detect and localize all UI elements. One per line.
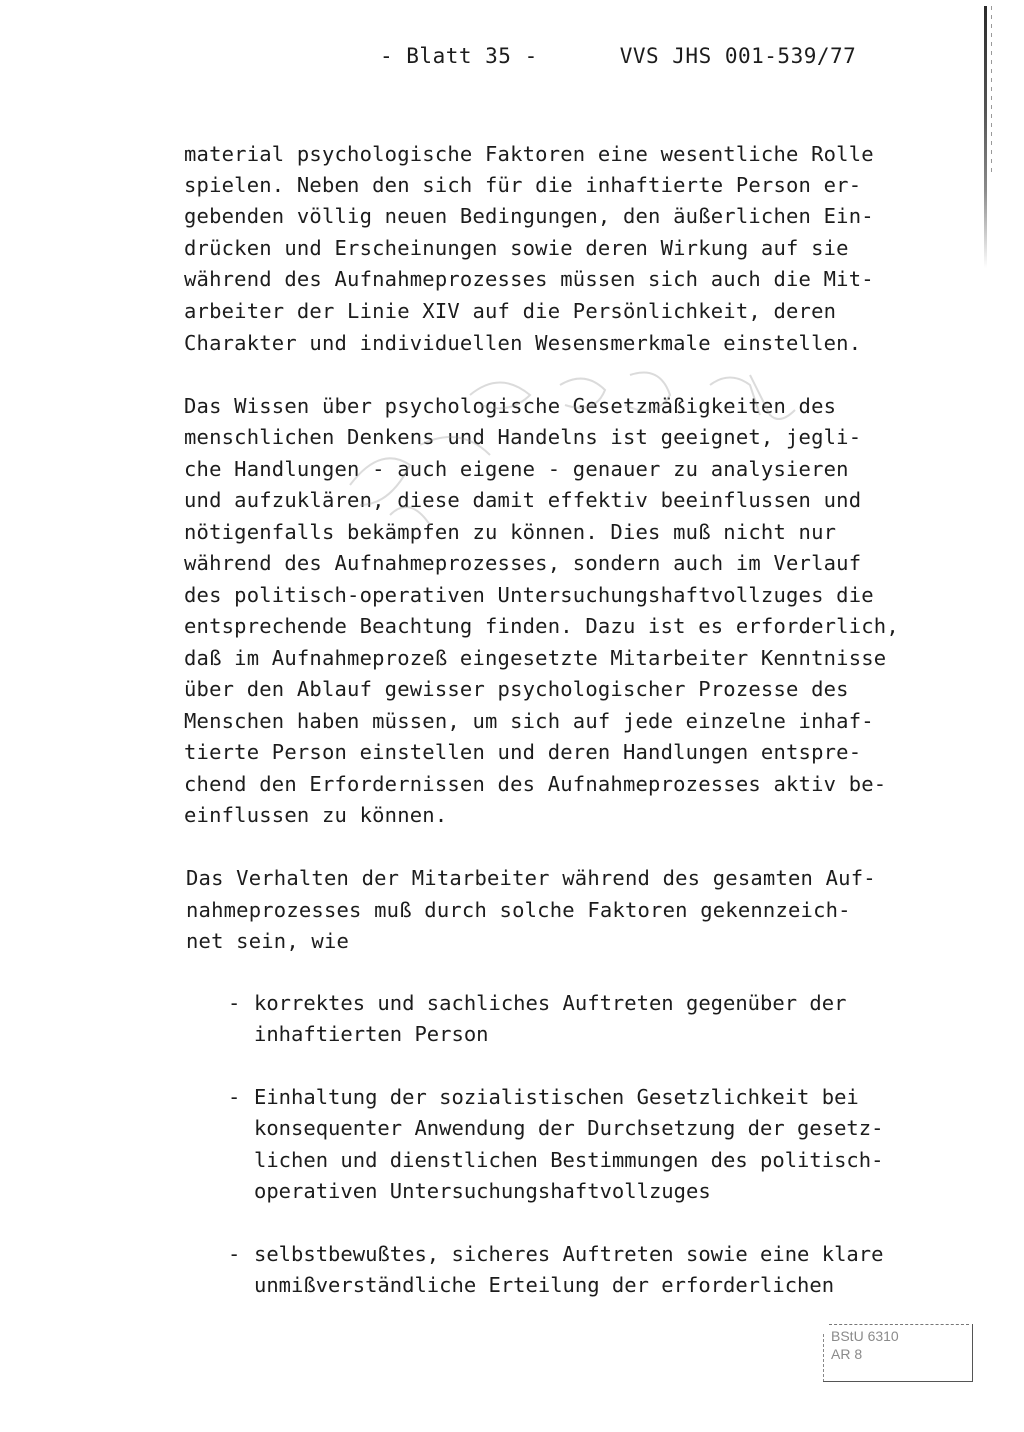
text-line: Einhaltung der sozialistischen Gesetzlichkeit bei [254,1085,859,1109]
text-line: net sein, wie [186,929,350,953]
text-line: während des Aufnahmeprozesses müssen sich auch die Mit- [184,267,874,291]
text-line: des politisch-operativen Untersuchungshaftvollzuges die [184,583,874,607]
bullet-marker: - [228,1242,241,1266]
archive-stamp [823,1320,973,1382]
text-line: Das Verhalten der Mitarbeiter während des gesamten Auf- [186,866,876,890]
page-header [380,44,856,68]
page-label: - Blatt 35 - [380,44,538,68]
text-line: korrektes und sachliches Auftreten gegenüber der [254,991,847,1015]
text-line: gebenden völlig neuen Bedingungen, den äußerlichen Ein- [184,204,874,228]
text-line: entsprechende Beachtung finden. Dazu ist es erforderlich, [184,614,899,638]
bullet-marker: - [228,1085,241,1109]
text-line: Charakter und individuellen Wesensmerkmale einstellen. [184,331,862,355]
bullet-marker: - [228,991,241,1015]
text-line: Menschen haben müssen, um sich auf jede einzelne inhaf- [184,709,874,733]
text-line: nötigenfalls bekämpfen zu können. Dies muß nicht nur [184,520,837,544]
text-line: inhaftierten Person [254,1022,489,1046]
text-line: operativen Untersuchungshaftvollzuges [254,1179,711,1203]
page-edge-mark [984,6,987,268]
text-line: einflussen zu können. [184,803,448,827]
text-line: selbstbewußtes, sicheres Auftreten sowie eine klare [254,1242,884,1266]
stamp-line-2: AR 8 [831,1346,863,1362]
text-line: und aufzuklären, diese damit effektiv beeinflussen und [184,488,862,512]
text-line: spielen. Neben den sich für die inhaftierte Person er- [184,173,862,197]
text-line: über den Ablauf gewisser psychologischer Prozesse des [184,677,849,701]
stamp-line-1: BStU 6310 [831,1328,899,1344]
text-line: material psychologische Faktoren eine wesentliche Rolle [184,142,874,166]
text-line: Das Wissen über psychologische Gesetzmäßigkeiten des [184,394,837,418]
text-line: chend den Erfordernissen des Aufnahmeprozesses aktiv be- [184,772,887,796]
text-line: lichen und dienstlichen Bestimmungen des politisch- [254,1148,884,1172]
text-line: che Handlungen - auch eigene - genauer zu analysieren [184,457,849,481]
text-line: unmißverständliche Erteilung der erforderlichen [254,1273,835,1297]
page-edge-mark-2 [991,6,992,176]
text-line: arbeiter der Linie XIV auf die Persönlichkeit, deren [184,299,837,323]
document-reference: VVS JHS 001-539/77 [619,44,857,68]
text-line: konsequenter Anwendung der Durchsetzung der gesetz- [254,1116,884,1140]
text-line: drücken und Erscheinungen sowie deren Wirkung auf sie [184,236,849,260]
text-line: nahmeprozesses muß durch solche Faktoren gekennzeich- [186,898,851,922]
text-line: menschlichen Denkens und Handelns ist geeignet, jegli- [184,425,862,449]
text-line: tierte Person einstellen und deren Handlungen entspre- [184,740,862,764]
text-line: daß im Aufnahmeprozeß eingesetzte Mitarbeiter Kenntnisse [184,646,887,670]
text-line: während des Aufnahmeprozesses, sondern auch im Verlauf [184,551,862,575]
